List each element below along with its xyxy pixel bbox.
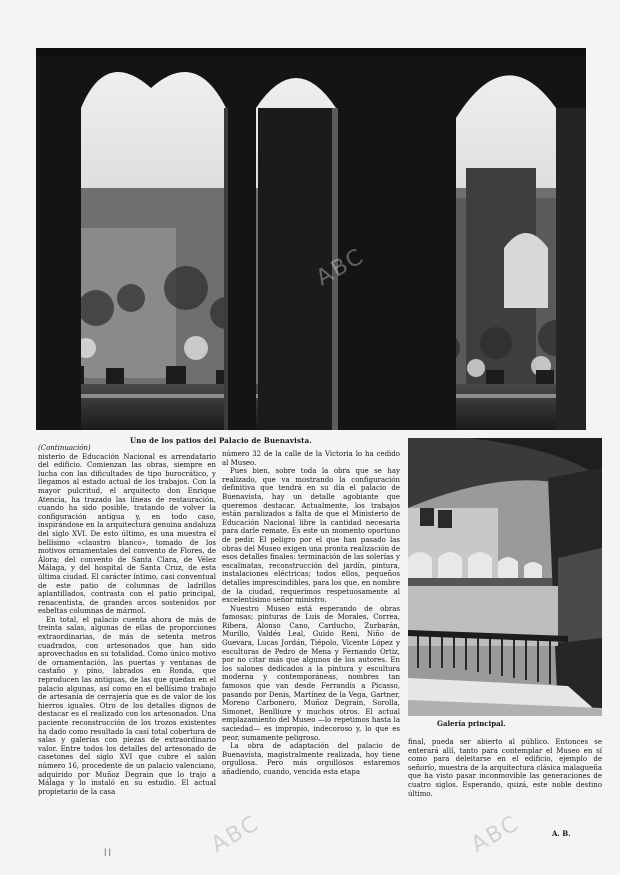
gallery-photo-caption: Galería principal. xyxy=(437,719,506,728)
paragraph: Nuestro Museo está esperando de obras famosas; pinturas de Luis de Morales, Correa, Ribera, Alonso Cano, Carducho, Zurbarán, Murillo, Valdés Leal, Guido Reni, Niño de Guevara, Lucas Jordán, Tiépolo, Vicente López y esculturas de Pedro de Mena y Fernando Ortiz, por no citar más que algunos de los autores. En los salones dedicados a la pintura y escultura moderna y contemporáneas, nombres tan famosos que van desde Ferrandis a Picasso, pasando por Denis, Martínez de la Vega, Gartner, Moreno Carbonero, Muñoz Degrain, Sorolla, Simonet, Benlliure y muchos otros. El actual emplazamiento del Museo —lo repetimos hasta la saciedad— es impropio, indecoroso y, lo que es peor, sumamente peligroso. xyxy=(222,604,400,742)
folio-marks: | | xyxy=(104,848,111,856)
text-column-1 xyxy=(38,444,216,842)
watermark: ABC xyxy=(467,810,524,859)
paragraph: Pues bien, sobre toda la obra que se hay realizado, que va mostrando la configuración definitiva que tendrá en su día el palacio de Buenavista, hay un detalle agobiante que queremos destacar. Actualmente, los trabajos están paralizados a falta de que el Ministerio de Educación Nacional libre la cantidad necesaria para darle remate. Es este un momento oportuno de pedir. El peligro por el que han pasado las obras del Museo exigen una pronta realización de esos detalles finales: terminación de las solerías y escalinatas, reconstrucción del jardín, pintura, instalaciones eléctricas; todos ellos, pequeños detalles imprescindibles, para los que, en nombre de la ciudad, requerimos respetuosamente al excelentísimo señor ministro. xyxy=(222,467,400,605)
paragraph: En total, el palacio cuenta ahora de más de treinta salas, algunas de ellas de proporciones extraordinarias, de más de setenta metros cuadrados, con artesonados que han sido aprovechados en su totalidad. Como único motivo de ornamentación, las puertas y ventanas de castaño y pino, labrados en Ronda, que reproducen las antiguas, de las que quedan en el palacio algunas, así como en el bellísimo trabajo de artesanía de cerrajería que es de valor de los hierros iguales. Otro de los detalles dignos de destacar es el realizado con los artesonados. Una paciente reconstrucción de los trozos existentes ha dado como resultado la casi total cobertura de salas y galerías con piezas de extraordinario valor. Entre todos los detalles del artesonado de casetones del siglo XVI que cubre el salón número 16, procedente de un palacio valenciano, adquirido por Muñoz Degrain que lo trajo a Málaga y lo instaló en su estudio. El actual propietario de la casa xyxy=(38,615,216,796)
paragraph: final, pueda ser abierto al público. Entonces se enterará allí, tanto para contemplar el Museo en sí como para deleitarse en el edificio, ejemplo de señorío, muestra de la arquitectura clásica malagueña que ha visto pasar inconmovible las generaciones de cuatro siglos. Esperando, quizá, este noble destino último. xyxy=(408,738,602,798)
patio-photo-caption: Uno de los patios del Palacio de Buenavista. xyxy=(130,436,312,445)
continuation-label: (Continuación) xyxy=(38,444,91,452)
paragraph: nisterio de Educación Nacional es arrendatario del edificio. Comienzan las obras, siempre en lucha con las dificultades de tipo burocrático, y llegamos al estado actual de los trabajos. Con la mayor pulcritud, el arquitecto don Enrique Atencia, ha trazado las líneas de restauración, cuando ha sido posible, tratando de volver la configuración antigua y, en todo caso, inspirándose en la arquitectura genuina andaluza del siglo XVI. De esto último, es una muestra el bellísimo «claustro blanco», tomado de los motivos ornamentales del convento de Flores, de Álora; del convento de Santa Clara, de Vélez Málaga, y del hospital de Santa Cruz, de esta última ciudad. El carácter íntimo, casi conventual de este patio de columnas de ladrillos aplantillados, contrasta con el patio principal, renacentista, de grandes arcos sostenidos por esbeltas columnas de mármol. xyxy=(38,452,216,616)
paragraph: número 32 de la calle de la Victoria lo ha cedido al Museo. xyxy=(222,450,400,467)
paragraph: La obra de adaptación del palacio de Buenavista, magistralmente realizada, hoy tiene orgullosa. Pero más orgullosos estaremos añadiendo, cuando, vencida esta etapa xyxy=(222,742,400,776)
gallery-photo xyxy=(408,438,602,716)
patio-photo xyxy=(36,48,586,430)
text-column-3 xyxy=(408,738,602,824)
text-column-2 xyxy=(222,450,400,842)
watermark: ABC xyxy=(207,810,264,859)
watermark: ABC xyxy=(312,243,369,292)
author-signature: A. B. xyxy=(552,829,571,838)
